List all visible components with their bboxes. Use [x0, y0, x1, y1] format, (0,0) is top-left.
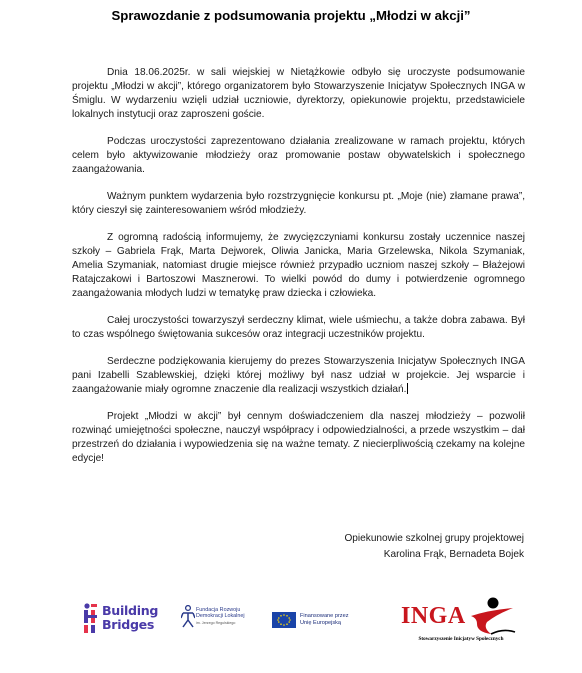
- fundacja-wordmark: [196, 607, 245, 626]
- paragraph-summary: Projekt „Młodzi w akcji” był cennym doświadczeniem dla naszej młodzieży – pozwolił rozwinąć umiejętności społeczne, nauczył współpracy i odpowiedzialności, a przede wszystkim – dał przestrzeń do działania i wypowiedzenia się na ważne tematy. Z niecierpliwością czekamy na kolejne edycje!: [72, 411, 525, 464]
- fundacja-line3: im. Jerzego Regulskiego: [196, 620, 236, 625]
- inga-wordmark: INGA: [401, 603, 466, 629]
- fundacja-icon: [181, 605, 195, 629]
- signature-names: Karolina Frąk, Bernadeta Bojek: [383, 549, 524, 560]
- fundacja-line1: Fundacja Rozwoju: [196, 607, 241, 613]
- partner-logos: [0, 596, 582, 646]
- paragraph-activities: Podczas uroczystości zaprezentowano działania zrealizowane w ramach projektu, których celem było aktywizowanie młodzieży oraz promowanie postaw obywatelskich i społecznego zaangażowania.: [72, 135, 525, 175]
- building-bridges-logo: [83, 602, 163, 636]
- paragraph-winners: Z ogromną radością informujemy, że zwycięzczyniami konkursu zostały uczennice naszej szkoły – Gabriela Frąk, Marta Dejworek, Oliwia Janicka, Maria Grzelewska, Nikola Szymaniak, Amelia Szymaniak, natomiast drugie miejsce również przypadło uczniom naszej szkoły – Błażejowi Ratajczakowi i Bartoszowi Masznerowi. To wielki powód do dumy i potwierdzenie ogromnego zaangażowania młodych ludzi w tematykę praw dziecka i człowieka.: [72, 232, 525, 299]
- building-bridges-wordmark: [102, 604, 158, 632]
- building-bridges-line1: Building: [102, 603, 159, 618]
- paragraph-event: Dnia 18.06.2025r. w sali wiejskiej w Nietążkowie odbyło się uroczyste podsumowanie projektu „Młodzi w akcji”, którego organizatorem było Stowarzyszenie Inicjatyw Społecznych INGA w Śmiglu. W wydarzeniu wzięli udział uczniowie, dyrektorzy, opiekunowie projektu, przedstawiciele lokalnych instytucji oraz zaproszeni goście.: [72, 67, 525, 120]
- paragraph-thanks-text: Serdeczne podziękowania kierujemy do prezes Stowarzyszenia Inicjatyw Społecznych INGA pani Izabelli Szablewskiej, dzięki której możliwy był nasz udział w projekcie. Jej wsparcie i zaangażowanie miały ogromne znaczenie dla realizacji wszystkich działań.: [72, 355, 525, 395]
- eu-funding-logo: [272, 611, 362, 631]
- building-bridges-line2: Bridges: [102, 617, 155, 632]
- inga-subtitle: Stowarzyszenie Inicjatyw Społecznych: [418, 636, 504, 642]
- signature: [280, 531, 524, 563]
- fundacja-line2: Demokracji Lokalnej: [196, 613, 245, 620]
- text-cursor: [407, 383, 408, 394]
- paragraph-contest: Ważnym punktem wydarzenia było rozstrzygnięcie konkursu pt. „Moje (nie) złamane prawa”, który cieszył się zainteresowaniem wśród młodzieży.: [72, 190, 525, 216]
- paragraph-thanks: [72, 355, 525, 397]
- document-title: Sprawozdanie z podsumowania projektu „Młodzi w akcji”: [111, 8, 471, 23]
- inga-logo: [396, 596, 526, 646]
- eu-flag-icon: [272, 612, 296, 628]
- building-bridges-icon: [83, 602, 101, 634]
- fundacja-logo: [181, 603, 261, 633]
- eu-funding-line1: Finansowane przez: [300, 613, 349, 619]
- inga-figure-icon: [469, 596, 519, 638]
- eu-funding-text: [300, 613, 349, 626]
- eu-funding-line2: Unię Europejską: [300, 619, 342, 626]
- paragraph-atmosphere: Całej uroczystości towarzyszył serdeczny klimat, wiele uśmiechu, a także dobra zabawa. Był to czas wspólnego świętowania sukcesów oraz integracji uczestników projektu.: [72, 314, 525, 340]
- signature-role: Opiekunowie szkolnej grupy projektowej: [344, 533, 524, 544]
- report-body: [72, 66, 525, 479]
